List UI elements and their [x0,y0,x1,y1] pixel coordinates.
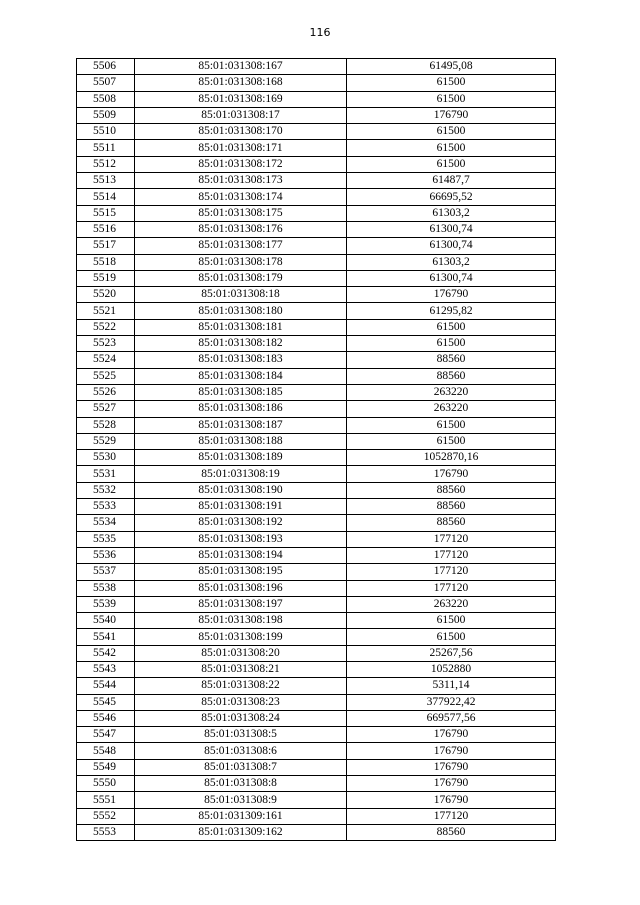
cadastral-number-cell: 85:01:031308:191 [135,499,347,515]
cadastral-number-cell: 85:01:031308:169 [135,91,347,107]
table-row [77,710,556,726]
cadastral-number-cell: 85:01:031308:177 [135,238,347,254]
row-number-cell: 5535 [77,531,135,547]
row-number-cell: 5518 [77,254,135,270]
value-cell: 61303,2 [347,254,556,270]
value-cell: 176790 [347,466,556,482]
row-number-cell: 5511 [77,140,135,156]
value-cell: 61495,08 [347,59,556,75]
value-cell: 25267,56 [347,645,556,661]
value-cell: 66695,52 [347,189,556,205]
table-row [77,515,556,531]
cadastral-number-cell: 85:01:031308:188 [135,433,347,449]
row-number-cell: 5550 [77,776,135,792]
cadastral-number-cell: 85:01:031308:6 [135,743,347,759]
cadastral-number-cell: 85:01:031308:197 [135,596,347,612]
cadastral-number-cell: 85:01:031308:198 [135,613,347,629]
cadastral-number-cell: 85:01:031308:194 [135,547,347,563]
row-number-cell: 5545 [77,694,135,710]
value-cell: 88560 [347,482,556,498]
table-row [77,678,556,694]
table-row [77,336,556,352]
cadastral-number-cell: 85:01:031308:176 [135,221,347,237]
table-row [77,613,556,629]
value-cell: 61500 [347,433,556,449]
row-number-cell: 5530 [77,450,135,466]
table-row [77,189,556,205]
table-row [77,156,556,172]
row-number-cell: 5519 [77,270,135,286]
table-row [77,140,556,156]
cadastral-number-cell: 85:01:031308:172 [135,156,347,172]
cadastral-number-cell: 85:01:031309:161 [135,808,347,824]
value-cell: 5311,14 [347,678,556,694]
cadastral-number-cell: 85:01:031308:199 [135,629,347,645]
row-number-cell: 5539 [77,596,135,612]
cadastral-number-cell: 85:01:031308:24 [135,710,347,726]
cadastral-number-cell: 85:01:031308:23 [135,694,347,710]
row-number-cell: 5515 [77,205,135,221]
table-row [77,287,556,303]
value-cell: 88560 [347,499,556,515]
row-number-cell: 5507 [77,75,135,91]
row-number-cell: 5537 [77,564,135,580]
row-number-cell: 5542 [77,645,135,661]
table-row [77,270,556,286]
cadastral-number-cell: 85:01:031308:21 [135,661,347,677]
value-cell: 88560 [347,824,556,840]
table-row [77,450,556,466]
row-number-cell: 5512 [77,156,135,172]
row-number-cell: 5527 [77,401,135,417]
value-cell: 61500 [347,613,556,629]
cadastral-number-cell: 85:01:031308:182 [135,336,347,352]
row-number-cell: 5510 [77,124,135,140]
row-number-cell: 5508 [77,91,135,107]
value-cell: 61500 [347,124,556,140]
table-row [77,564,556,580]
value-cell: 61500 [347,140,556,156]
cadastral-number-cell: 85:01:031308:171 [135,140,347,156]
table-row [77,384,556,400]
value-cell: 176790 [347,107,556,123]
value-cell: 1052880 [347,661,556,677]
cadastral-number-cell: 85:01:031308:185 [135,384,347,400]
cadastral-number-cell: 85:01:031308:168 [135,75,347,91]
cadastral-number-cell: 85:01:031308:196 [135,580,347,596]
cadastral-number-cell: 85:01:031308:19 [135,466,347,482]
cadastral-number-cell: 85:01:031308:178 [135,254,347,270]
table-row [77,596,556,612]
row-number-cell: 5548 [77,743,135,759]
row-number-cell: 5531 [77,466,135,482]
value-cell: 61300,74 [347,221,556,237]
row-number-cell: 5516 [77,221,135,237]
value-cell: 61500 [347,156,556,172]
value-cell: 669577,56 [347,710,556,726]
cadastral-number-cell: 85:01:031308:184 [135,368,347,384]
table-row [77,173,556,189]
row-number-cell: 5506 [77,59,135,75]
table-row [77,107,556,123]
row-number-cell: 5533 [77,499,135,515]
table-row [77,499,556,515]
cadastral-number-cell: 85:01:031308:20 [135,645,347,661]
row-number-cell: 5520 [77,287,135,303]
row-number-cell: 5509 [77,107,135,123]
row-number-cell: 5546 [77,710,135,726]
value-cell: 61487,7 [347,173,556,189]
cadastral-number-cell: 85:01:031308:179 [135,270,347,286]
cadastral-number-cell: 85:01:031308:173 [135,173,347,189]
table-row [77,661,556,677]
cadastral-number-cell: 85:01:031308:183 [135,352,347,368]
value-cell: 61295,82 [347,303,556,319]
row-number-cell: 5524 [77,352,135,368]
value-cell: 177120 [347,808,556,824]
value-cell: 61500 [347,91,556,107]
row-number-cell: 5552 [77,808,135,824]
row-number-cell: 5525 [77,368,135,384]
cadastral-number-cell: 85:01:031308:18 [135,287,347,303]
row-number-cell: 5517 [77,238,135,254]
cadastral-number-cell: 85:01:031308:9 [135,792,347,808]
row-number-cell: 5534 [77,515,135,531]
row-number-cell: 5540 [77,613,135,629]
value-cell: 263220 [347,596,556,612]
row-number-cell: 5543 [77,661,135,677]
value-cell: 61500 [347,319,556,335]
value-cell: 176790 [347,287,556,303]
row-number-cell: 5513 [77,173,135,189]
cadastral-number-cell: 85:01:031308:190 [135,482,347,498]
row-number-cell: 5521 [77,303,135,319]
table-row [77,466,556,482]
value-cell: 61303,2 [347,205,556,221]
value-cell: 88560 [347,352,556,368]
value-cell: 1052870,16 [347,450,556,466]
table-row [77,792,556,808]
row-number-cell: 5529 [77,433,135,449]
table-row [77,303,556,319]
table-row [77,238,556,254]
cadastral-number-cell: 85:01:031308:189 [135,450,347,466]
cadastral-number-cell: 85:01:031309:162 [135,824,347,840]
value-cell: 177120 [347,547,556,563]
row-number-cell: 5551 [77,792,135,808]
value-cell: 61500 [347,629,556,645]
table-row [77,824,556,840]
table-row [77,59,556,75]
table-row [77,645,556,661]
value-cell: 263220 [347,384,556,400]
row-number-cell: 5541 [77,629,135,645]
table-row [77,547,556,563]
value-cell: 177120 [347,531,556,547]
table-row [77,808,556,824]
value-cell: 263220 [347,401,556,417]
value-cell: 177120 [347,580,556,596]
row-number-cell: 5528 [77,417,135,433]
value-cell: 88560 [347,368,556,384]
value-cell: 177120 [347,564,556,580]
cadastral-number-cell: 85:01:031308:8 [135,776,347,792]
cadastral-number-cell: 85:01:031308:192 [135,515,347,531]
table-row [77,743,556,759]
cadastral-number-cell: 85:01:031308:195 [135,564,347,580]
table-row [77,368,556,384]
cadastral-number-cell: 85:01:031308:175 [135,205,347,221]
table-row [77,629,556,645]
table-row [77,352,556,368]
value-cell: 176790 [347,792,556,808]
row-number-cell: 5523 [77,336,135,352]
table-row [77,580,556,596]
table-row [77,254,556,270]
row-number-cell: 5553 [77,824,135,840]
value-cell: 61500 [347,336,556,352]
value-cell: 176790 [347,727,556,743]
table-row [77,482,556,498]
cadastral-number-cell: 85:01:031308:170 [135,124,347,140]
table-row [77,531,556,547]
cadastral-number-cell: 85:01:031308:186 [135,401,347,417]
cadastral-number-cell: 85:01:031308:193 [135,531,347,547]
table-row [77,433,556,449]
table-body [77,59,556,841]
table-row [77,401,556,417]
page-number: 116 [309,26,331,39]
table-row [77,727,556,743]
value-cell: 61300,74 [347,270,556,286]
value-cell: 88560 [347,515,556,531]
row-number-cell: 5526 [77,384,135,400]
row-number-cell: 5522 [77,319,135,335]
value-cell: 61500 [347,75,556,91]
cadastral-number-cell: 85:01:031308:17 [135,107,347,123]
cadastral-number-cell: 85:01:031308:174 [135,189,347,205]
table-row [77,75,556,91]
value-cell: 61300,74 [347,238,556,254]
row-number-cell: 5547 [77,727,135,743]
cadastral-number-cell: 85:01:031308:187 [135,417,347,433]
cadastral-number-cell: 85:01:031308:5 [135,727,347,743]
table-row [77,221,556,237]
table-row [77,319,556,335]
row-number-cell: 5536 [77,547,135,563]
table-row [77,124,556,140]
row-number-cell: 5538 [77,580,135,596]
table-row [77,776,556,792]
table-row [77,694,556,710]
value-cell: 176790 [347,759,556,775]
table-row [77,417,556,433]
cadastral-number-cell: 85:01:031308:7 [135,759,347,775]
row-number-cell: 5544 [77,678,135,694]
row-number-cell: 5549 [77,759,135,775]
table-row [77,91,556,107]
value-cell: 176790 [347,776,556,792]
table-row [77,205,556,221]
cadastral-number-cell: 85:01:031308:180 [135,303,347,319]
cadastral-value-table [76,58,556,841]
cadastral-number-cell: 85:01:031308:181 [135,319,347,335]
value-cell: 377922,42 [347,694,556,710]
cadastral-number-cell: 85:01:031308:167 [135,59,347,75]
cadastral-number-cell: 85:01:031308:22 [135,678,347,694]
value-cell: 176790 [347,743,556,759]
value-cell: 61500 [347,417,556,433]
row-number-cell: 5532 [77,482,135,498]
table-row [77,759,556,775]
row-number-cell: 5514 [77,189,135,205]
